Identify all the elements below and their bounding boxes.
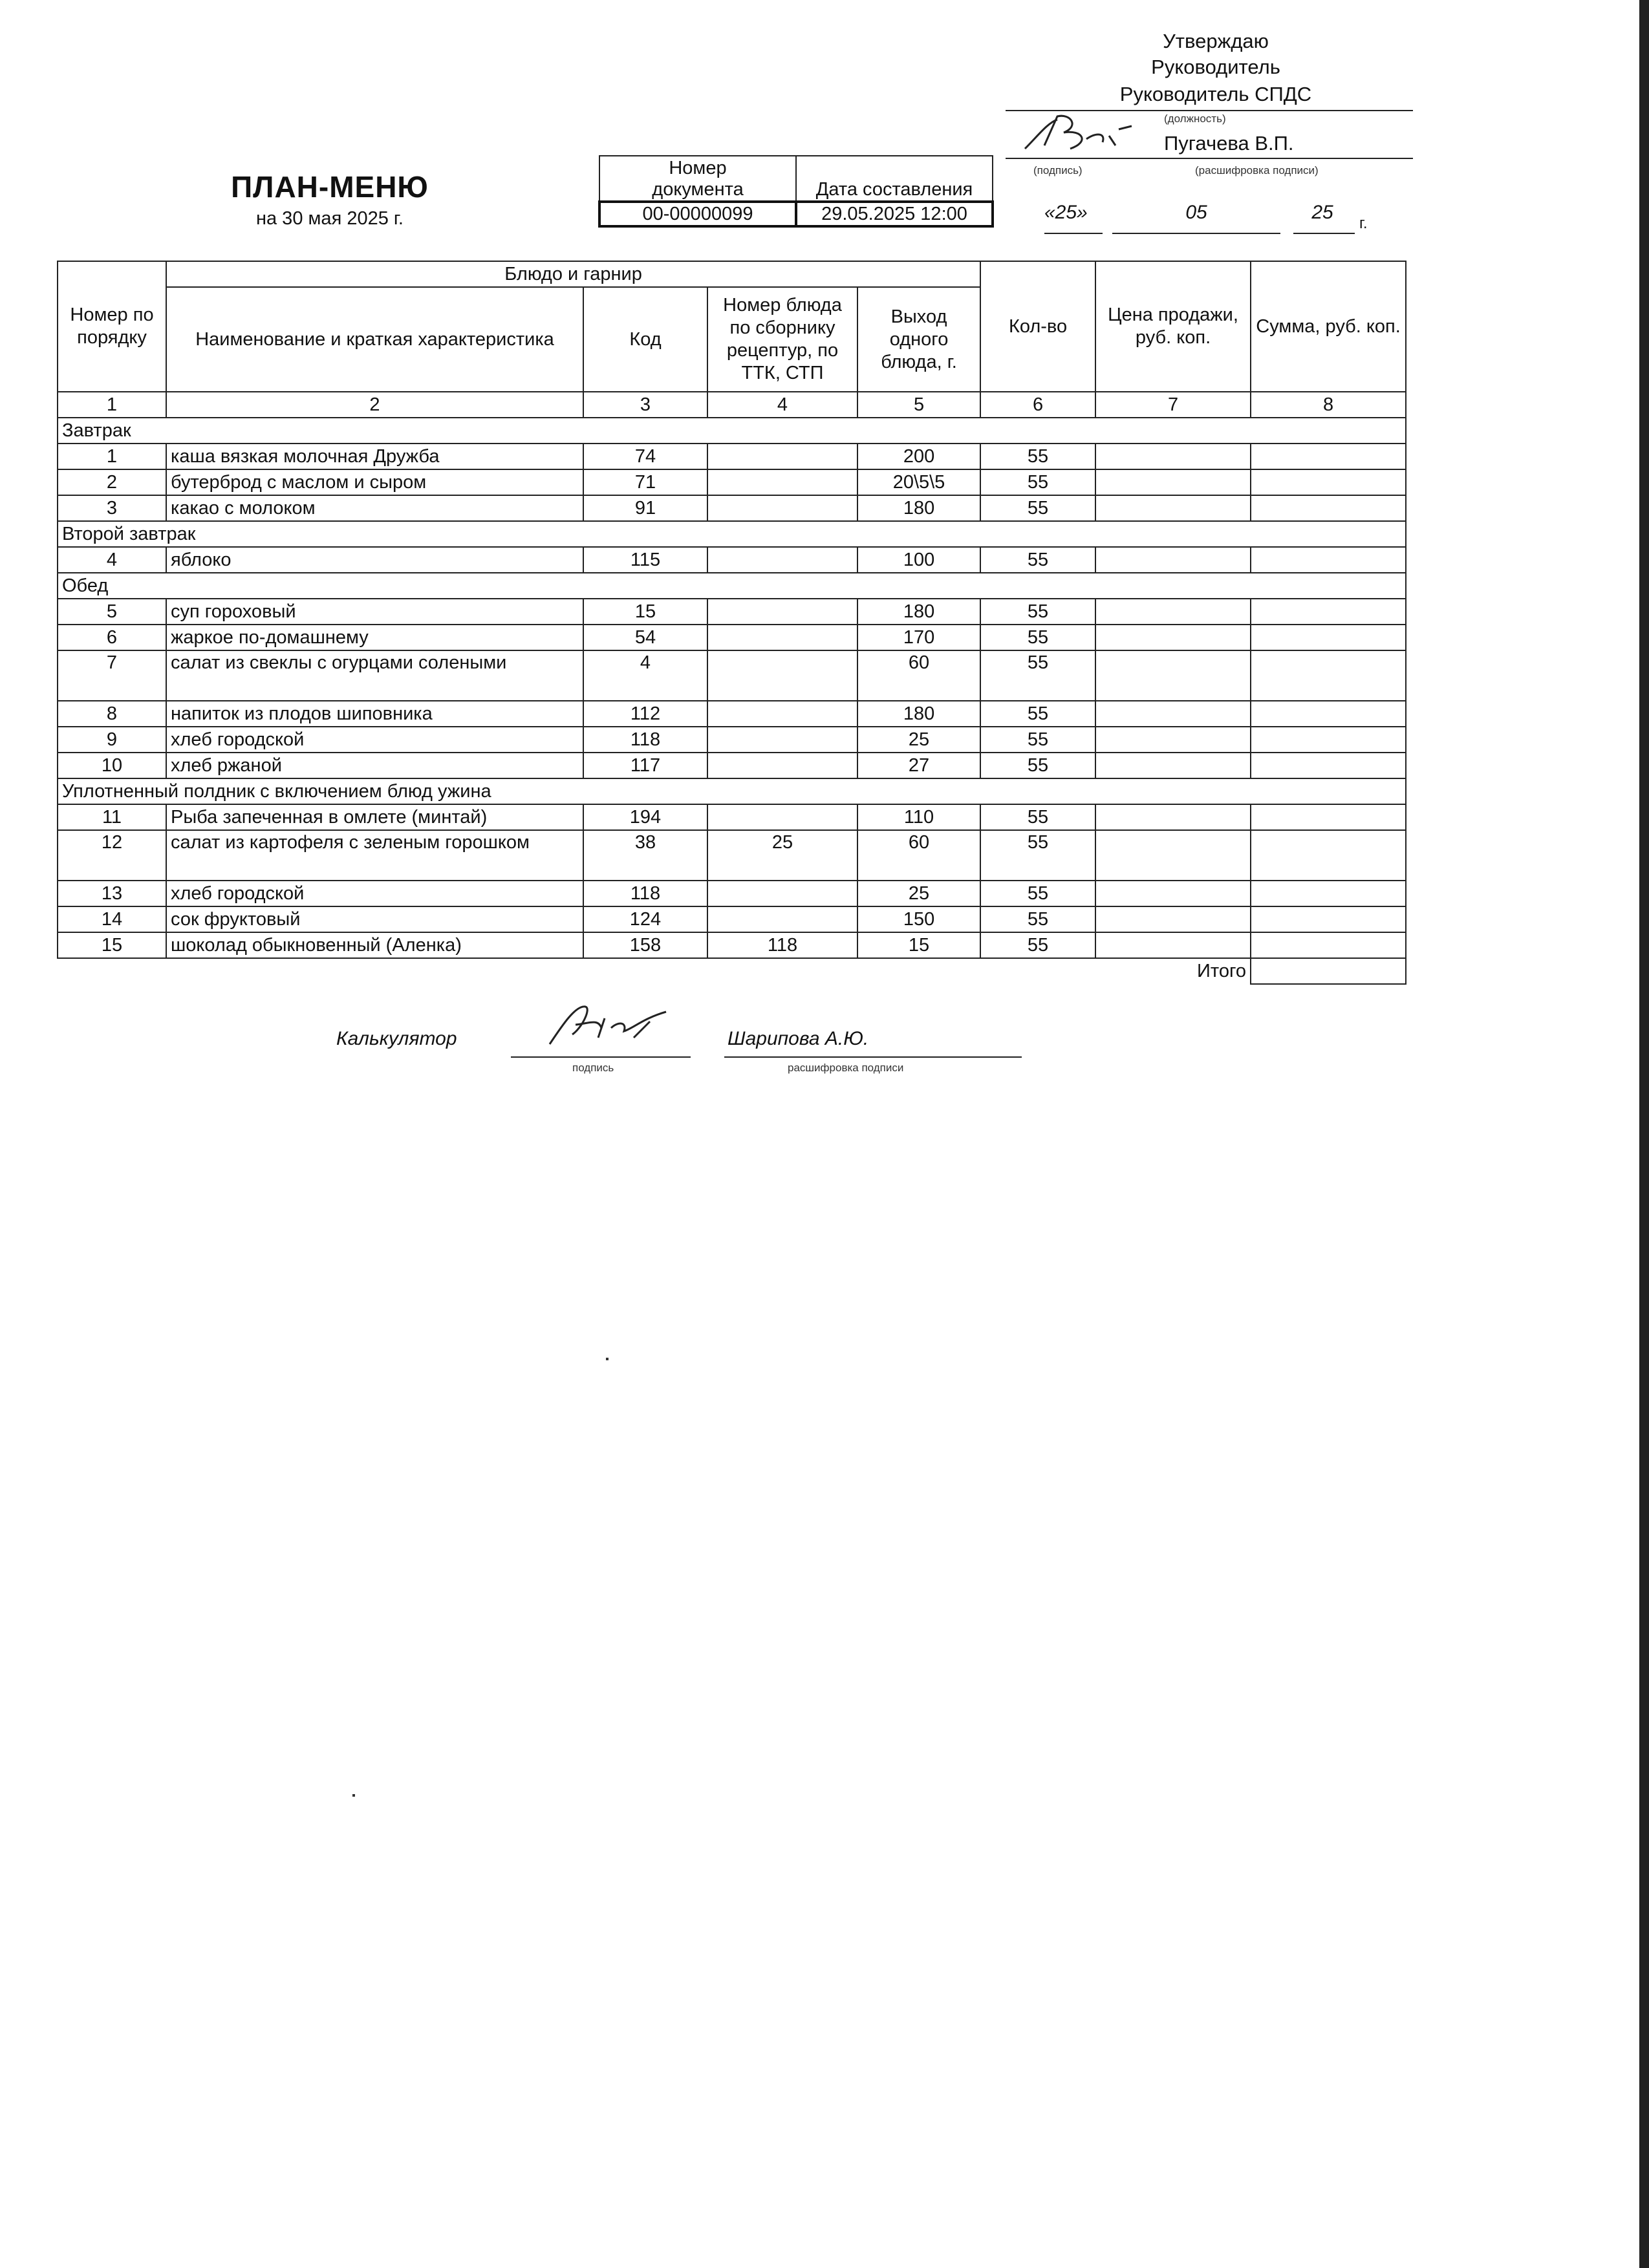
doc-number-value: 00-00000099 (599, 202, 796, 226)
sum-cell (1251, 753, 1406, 778)
dish-name: хлеб городской (166, 881, 583, 906)
price-cell (1095, 444, 1251, 469)
recipe-number (707, 650, 857, 701)
dish-qty: 55 (980, 495, 1095, 521)
dish-name: хлеб городской (166, 727, 583, 753)
calculator-signature (537, 999, 705, 1051)
dish-qty: 55 (980, 881, 1095, 906)
dish-yield: 20\5\5 (857, 469, 980, 495)
dish-code: 4 (583, 650, 707, 701)
dish-yield: 25 (857, 727, 980, 753)
recipe-number: 25 (707, 830, 857, 881)
approval-month: 05 (1185, 202, 1207, 223)
recipe-number (707, 495, 857, 521)
table-row (58, 701, 1406, 727)
price-cell (1095, 932, 1251, 958)
section-title: Уплотненный полдник с включением блюд ужина (58, 778, 1406, 804)
recipe-number (707, 701, 857, 727)
row-number: 3 (58, 495, 166, 521)
header-order: Номер по порядку (58, 261, 166, 392)
recipe-number (707, 444, 857, 469)
header-group: Блюдо и гарнир (166, 261, 980, 287)
recipe-number (707, 881, 857, 906)
sum-cell (1251, 625, 1406, 650)
table-row (58, 804, 1406, 830)
section-row (58, 521, 1406, 547)
dish-qty: 55 (980, 547, 1095, 573)
row-number: 14 (58, 906, 166, 932)
dish-yield: 180 (857, 495, 980, 521)
dish-code: 118 (583, 727, 707, 753)
row-number: 10 (58, 753, 166, 778)
dish-name: сок фруктовый (166, 906, 583, 932)
dish-qty: 55 (980, 599, 1095, 625)
table-row (58, 830, 1406, 881)
doc-number-header-line1: Номер (669, 158, 727, 178)
calculator-name: Шарипова А.Ю. (727, 1028, 869, 1049)
col-number: 7 (1095, 392, 1251, 418)
dish-code: 15 (583, 599, 707, 625)
dish-qty: 55 (980, 804, 1095, 830)
section-title: Завтрак (58, 418, 1406, 444)
section-row (58, 573, 1406, 599)
dish-code: 74 (583, 444, 707, 469)
price-cell (1095, 650, 1251, 701)
section-title: Второй завтрак (58, 521, 1406, 547)
dish-code: 115 (583, 547, 707, 573)
recipe-number (707, 599, 857, 625)
table-row (58, 727, 1406, 753)
table-row (58, 495, 1406, 521)
col-number: 1 (58, 392, 166, 418)
document-info-table (598, 155, 994, 228)
table-row (58, 753, 1406, 778)
recipe-number (707, 625, 857, 650)
scan-dot (606, 1358, 609, 1360)
dish-yield: 110 (857, 804, 980, 830)
dish-yield: 150 (857, 906, 980, 932)
dish-code: 124 (583, 906, 707, 932)
table-row (58, 650, 1406, 701)
dish-code: 117 (583, 753, 707, 778)
header-recipe: Номер блюда по сборнику рецептур, по ТТК, СТП (707, 287, 857, 392)
total-row (58, 958, 1406, 984)
dish-code: 194 (583, 804, 707, 830)
dish-qty: 55 (980, 830, 1095, 881)
dish-name: бутерброд с маслом и сыром (166, 469, 583, 495)
price-cell (1095, 547, 1251, 573)
dish-name: суп гороховый (166, 599, 583, 625)
page-title: ПЛАН-МЕНЮ (231, 170, 429, 204)
total-value (1251, 958, 1406, 984)
calculator-signature-caption: подпись (572, 1062, 614, 1074)
sum-cell (1251, 547, 1406, 573)
calculator-decode-caption: расшифровка подписи (788, 1062, 904, 1074)
doc-date-value: 29.05.2025 12:00 (796, 202, 993, 226)
dish-name: Рыба запеченная в омлете (минтай) (166, 804, 583, 830)
dish-yield: 100 (857, 547, 980, 573)
signature-caption: (подпись) (1033, 164, 1083, 177)
approver-name: Пугачева В.П. (1164, 132, 1294, 155)
recipe-number: 118 (707, 932, 857, 958)
price-cell (1095, 830, 1251, 881)
dish-code: 91 (583, 495, 707, 521)
recipe-number (707, 469, 857, 495)
col-number: 2 (166, 392, 583, 418)
col-number: 8 (1251, 392, 1406, 418)
header-sum: Сумма, руб. коп. (1251, 261, 1406, 392)
dish-qty: 55 (980, 906, 1095, 932)
header-yield: Выход одного блюда, г. (857, 287, 980, 392)
row-number: 5 (58, 599, 166, 625)
dish-qty: 55 (980, 469, 1095, 495)
dish-yield: 25 (857, 881, 980, 906)
sum-cell (1251, 599, 1406, 625)
dish-code: 118 (583, 881, 707, 906)
decode-caption: (расшифровка подписи) (1195, 164, 1319, 177)
row-number: 8 (58, 701, 166, 727)
price-cell (1095, 469, 1251, 495)
dish-code: 54 (583, 625, 707, 650)
sum-cell (1251, 804, 1406, 830)
doc-number-header-line2: документа (652, 179, 744, 200)
price-cell (1095, 804, 1251, 830)
dish-yield: 27 (857, 753, 980, 778)
sum-cell (1251, 701, 1406, 727)
doc-number-header (599, 156, 796, 202)
header-price: Цена продажи, руб. коп. (1095, 261, 1251, 392)
dish-yield: 60 (857, 830, 980, 881)
page-subtitle: на 30 мая 2025 г. (255, 208, 404, 229)
recipe-number (707, 753, 857, 778)
dish-code: 38 (583, 830, 707, 881)
sum-cell (1251, 495, 1406, 521)
recipe-number (707, 906, 857, 932)
menu-table (57, 261, 1406, 985)
dish-yield: 200 (857, 444, 980, 469)
sum-cell (1251, 650, 1406, 701)
dish-code: 71 (583, 469, 707, 495)
table-row (58, 881, 1406, 906)
row-number: 9 (58, 727, 166, 753)
dish-yield: 15 (857, 932, 980, 958)
section-row (58, 778, 1406, 804)
sum-cell (1251, 906, 1406, 932)
dish-name: каша вязкая молочная Дружба (166, 444, 583, 469)
price-cell (1095, 625, 1251, 650)
table-row (58, 547, 1406, 573)
row-number: 2 (58, 469, 166, 495)
sum-cell (1251, 932, 1406, 958)
approval-line-2: Руководитель (1151, 56, 1280, 78)
recipe-number (707, 804, 857, 830)
col-number: 6 (980, 392, 1095, 418)
dish-code: 112 (583, 701, 707, 727)
row-number: 13 (58, 881, 166, 906)
row-number: 6 (58, 625, 166, 650)
row-number: 15 (58, 932, 166, 958)
dish-qty: 55 (980, 701, 1095, 727)
header-code: Код (583, 287, 707, 392)
dish-yield: 180 (857, 599, 980, 625)
col-number: 5 (857, 392, 980, 418)
dish-name: шоколад обыкновенный (Аленка) (166, 932, 583, 958)
dish-code: 158 (583, 932, 707, 958)
dish-qty: 55 (980, 650, 1095, 701)
dish-name: жаркое по-домашнему (166, 625, 583, 650)
dish-name: салат из картофеля с зеленым горошком (166, 830, 583, 881)
recipe-number (707, 727, 857, 753)
position-caption: (должность) (1164, 112, 1226, 125)
approval-year: 25 (1311, 202, 1333, 223)
table-row (58, 469, 1406, 495)
calculator-role: Калькулятор (336, 1028, 457, 1049)
sum-cell (1251, 469, 1406, 495)
dish-yield: 170 (857, 625, 980, 650)
table-row (58, 599, 1406, 625)
price-cell (1095, 753, 1251, 778)
row-number: 4 (58, 547, 166, 573)
header-name: Наименование и краткая характеристика (166, 287, 583, 392)
approval-date-suffix: г. (1359, 215, 1368, 232)
table-row (58, 932, 1406, 958)
dish-qty: 55 (980, 932, 1095, 958)
section-row (58, 418, 1406, 444)
price-cell (1095, 599, 1251, 625)
dish-yield: 60 (857, 650, 980, 701)
sum-cell (1251, 444, 1406, 469)
total-spacer (58, 958, 1095, 984)
col-number: 4 (707, 392, 857, 418)
approval-position: Руководитель СПДС (1119, 83, 1312, 105)
dish-name: яблоко (166, 547, 583, 573)
sum-cell (1251, 830, 1406, 881)
dish-qty: 55 (980, 727, 1095, 753)
dish-yield: 180 (857, 701, 980, 727)
price-cell (1095, 727, 1251, 753)
row-number: 11 (58, 804, 166, 830)
row-number: 7 (58, 650, 166, 701)
doc-date-header: Дата составления (796, 156, 993, 202)
dish-qty: 55 (980, 753, 1095, 778)
section-title: Обед (58, 573, 1406, 599)
table-row (58, 444, 1406, 469)
table-row (58, 906, 1406, 932)
price-cell (1095, 881, 1251, 906)
col-number: 3 (583, 392, 707, 418)
row-number: 12 (58, 830, 166, 881)
row-number: 1 (58, 444, 166, 469)
dish-qty: 55 (980, 444, 1095, 469)
dish-name: напиток из плодов шиповника (166, 701, 583, 727)
sum-cell (1251, 727, 1406, 753)
dish-name: какао с молоком (166, 495, 583, 521)
approval-line-1: Утверждаю (1163, 30, 1269, 52)
approver-signature (1018, 110, 1148, 162)
approval-day: «25» (1044, 202, 1088, 223)
dish-name: салат из свеклы с огурцами солеными (166, 650, 583, 701)
scan-edge (1639, 0, 1649, 2268)
table-row (58, 625, 1406, 650)
price-cell (1095, 495, 1251, 521)
dish-name: хлеб ржаной (166, 753, 583, 778)
sum-cell (1251, 881, 1406, 906)
header-qty: Кол-во (980, 261, 1095, 392)
total-label: Итого (1197, 961, 1247, 981)
scan-dot (352, 1794, 355, 1797)
price-cell (1095, 906, 1251, 932)
recipe-number (707, 547, 857, 573)
price-cell (1095, 701, 1251, 727)
dish-qty: 55 (980, 625, 1095, 650)
